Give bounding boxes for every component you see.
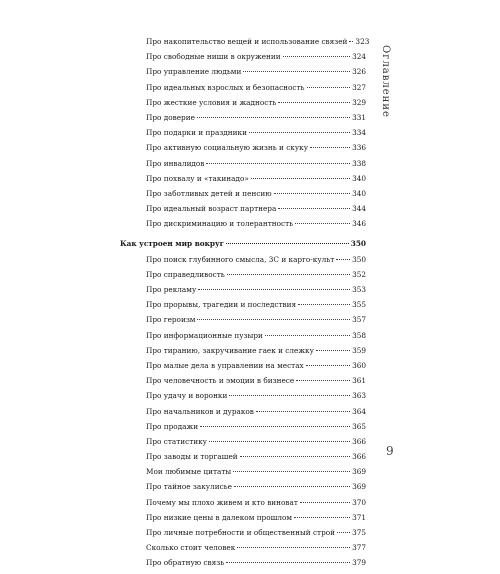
toc-entry[interactable] xyxy=(120,255,366,270)
toc-entry-page: 346 xyxy=(352,219,366,229)
toc-entry[interactable] xyxy=(120,346,366,361)
toc-entry[interactable] xyxy=(120,285,366,300)
toc-entry[interactable] xyxy=(120,543,366,558)
toc-leader xyxy=(278,208,350,209)
toc-entry-title: Про свободные ниши в окружении xyxy=(146,52,281,62)
toc-entry-title: Про тайное закулисье xyxy=(146,482,232,492)
toc-leader xyxy=(251,178,350,179)
toc-entry-page: 353 xyxy=(352,285,366,294)
toc-entry[interactable] xyxy=(120,407,366,422)
toc-entry[interactable] xyxy=(120,159,366,174)
toc-entry[interactable] xyxy=(120,113,366,128)
side-tab-label: Оглавление xyxy=(380,45,391,118)
toc-entry-page: 331 xyxy=(352,112,366,122)
page-number: 9 xyxy=(386,444,394,458)
toc-entry-page: 366 xyxy=(352,452,366,462)
toc-entry[interactable] xyxy=(120,174,366,189)
toc-entry-title: Про прорывы, трагедии и последствия xyxy=(146,300,297,310)
toc-entry-title: Про рекламу xyxy=(146,285,197,294)
toc-entry-title: Про удачу и воронки xyxy=(146,391,228,401)
toc-leader xyxy=(197,117,350,118)
toc-entry-page: 344 xyxy=(352,204,366,214)
toc-entry-page: 329 xyxy=(352,97,366,107)
toc-entry-title: Про доверие xyxy=(146,112,195,122)
toc-entry-page: 371 xyxy=(352,512,366,522)
toc-section-title: Как устроен мир вокруг xyxy=(120,239,225,249)
toc-entry[interactable] xyxy=(120,528,366,543)
toc-entry[interactable] xyxy=(120,482,366,497)
toc-section-heading[interactable] xyxy=(120,239,366,254)
toc-entry-page: 366 xyxy=(352,436,366,446)
toc-entry-title: Про подарки и праздники xyxy=(146,128,247,138)
toc-leader xyxy=(349,41,353,42)
toc-entry[interactable] xyxy=(120,361,366,376)
toc-leader xyxy=(237,547,350,548)
toc-entry-title: Про управление людьми xyxy=(146,67,242,77)
toc-entry[interactable] xyxy=(120,391,366,406)
toc-entry-page: 324 xyxy=(352,52,366,62)
toc-entry-title: Про начальников и дураков xyxy=(146,406,254,416)
toc-entry[interactable] xyxy=(120,37,370,52)
toc-leader xyxy=(300,502,350,503)
toc-entry-page: 340 xyxy=(352,173,366,183)
toc-leader xyxy=(226,562,350,563)
toc-group-after xyxy=(120,255,366,574)
toc-leader xyxy=(296,380,350,381)
toc-entry-page: 365 xyxy=(352,421,366,431)
toc-entry[interactable] xyxy=(120,83,366,98)
toc-leader xyxy=(233,471,350,472)
toc-entry-title: Про продажи xyxy=(146,421,199,431)
table-of-contents xyxy=(120,37,370,574)
toc-leader xyxy=(243,71,350,72)
toc-leader xyxy=(209,441,350,442)
toc-section-page: 350 xyxy=(350,239,366,249)
toc-leader xyxy=(229,395,350,396)
toc-entry-title: Про малые дела в управлении на местах xyxy=(146,360,304,370)
toc-entry[interactable] xyxy=(120,128,366,143)
toc-entry-title: Про инвалидов xyxy=(146,158,205,168)
toc-entry-title: Почему мы плохо живем и кто виноват xyxy=(146,497,298,507)
toc-entry-title: Про тиранию, закручивание гаек и слежку xyxy=(146,345,314,355)
toc-entry[interactable] xyxy=(120,437,366,452)
toc-entry[interactable] xyxy=(120,219,366,234)
toc-entry[interactable] xyxy=(120,331,366,346)
toc-entry-page: 357 xyxy=(352,315,366,325)
toc-leader xyxy=(295,223,350,224)
toc-entry-title: Про идеальных взрослых и безопасность xyxy=(146,82,305,92)
toc-entry[interactable] xyxy=(120,98,366,113)
toc-leader xyxy=(234,486,350,487)
toc-entry-title: Мои любимые цитаты xyxy=(146,467,232,477)
toc-leader xyxy=(200,426,350,427)
toc-leader xyxy=(227,274,350,275)
toc-entry[interactable] xyxy=(120,315,366,330)
toc-entry-page: 352 xyxy=(352,269,366,279)
toc-entry-page: 379 xyxy=(352,558,366,568)
toc-leader xyxy=(306,365,350,366)
toc-entry-title: Про героизм xyxy=(146,315,196,325)
toc-entry[interactable] xyxy=(120,558,366,573)
toc-leader xyxy=(240,456,350,457)
toc-entry-page: 336 xyxy=(352,143,366,153)
toc-entry-page: 377 xyxy=(352,543,366,553)
toc-entry-page: 327 xyxy=(352,82,366,92)
toc-entry-title: Про заводы и торгашей xyxy=(146,452,238,462)
toc-leader xyxy=(294,517,350,518)
toc-entry-page: 334 xyxy=(352,128,366,138)
toc-entry[interactable] xyxy=(120,467,366,482)
toc-entry-page: 323 xyxy=(355,37,370,46)
toc-entry[interactable] xyxy=(120,300,366,315)
toc-entry-title: Про поиск глубинного смысла, 3С и карго-культ xyxy=(146,254,335,264)
toc-leader xyxy=(256,411,350,412)
toc-entry-title: Про жесткие условия и жадность xyxy=(146,97,277,107)
toc-leader xyxy=(206,163,350,164)
toc-leader xyxy=(298,304,350,305)
toc-leader xyxy=(278,102,350,103)
toc-entry[interactable] xyxy=(120,452,366,467)
toc-entry-page: 360 xyxy=(352,360,366,370)
toc-leader xyxy=(336,259,350,260)
toc-entry-title: Про активную социальную жизнь и скуку xyxy=(146,143,309,153)
toc-entry[interactable] xyxy=(120,143,366,158)
toc-entry-page: 361 xyxy=(352,376,366,386)
toc-entry-title: Про информационные пузыри xyxy=(146,330,263,340)
toc-entry[interactable] xyxy=(120,513,366,528)
toc-leader xyxy=(310,147,350,148)
toc-entry-title: Про обратную связь xyxy=(146,558,225,568)
toc-leader xyxy=(274,193,350,194)
toc-entry-page: 359 xyxy=(352,345,366,355)
toc-entry-title: Про человечность и эмоции в бизнесе xyxy=(146,376,295,386)
toc-leader xyxy=(198,289,350,290)
toc-entry-page: 375 xyxy=(352,528,366,537)
toc-entry-page: 340 xyxy=(352,188,366,198)
toc-entry[interactable] xyxy=(120,67,366,82)
toc-entry-title: Про заботливых детей и пенсию xyxy=(146,188,272,198)
toc-leader xyxy=(316,350,350,351)
toc-leader xyxy=(337,532,350,533)
toc-entry-title: Про похвалу и «такинадо» xyxy=(146,173,249,183)
toc-entry-page: 355 xyxy=(352,300,366,310)
toc-leader xyxy=(283,56,350,57)
toc-entry-title: Про личные потребности и общественный строй xyxy=(146,528,336,537)
toc-entry[interactable] xyxy=(120,376,366,391)
toc-entry[interactable] xyxy=(120,52,366,67)
toc-leader xyxy=(265,335,350,336)
toc-entry-page: 363 xyxy=(352,391,366,401)
toc-leader xyxy=(249,132,350,133)
toc-entry-page: 358 xyxy=(352,330,366,340)
toc-entry-title: Про идеальный возраст партнера xyxy=(146,204,277,214)
toc-entry-page: 364 xyxy=(352,406,366,416)
toc-entry[interactable] xyxy=(120,422,366,437)
toc-entry-page: 369 xyxy=(352,467,366,477)
toc-leader xyxy=(197,319,350,320)
toc-entry-page: 326 xyxy=(352,67,366,77)
toc-entry-title: Про низкие цены в далеком прошлом xyxy=(146,512,293,522)
toc-entry-title: Сколько стоит человек xyxy=(146,543,236,553)
toc-entry-page: 350 xyxy=(352,254,366,264)
toc-leader xyxy=(226,243,349,244)
toc-entry[interactable] xyxy=(120,270,366,285)
toc-entry-page: 370 xyxy=(352,497,366,507)
toc-entry-title: Про статистику xyxy=(146,436,207,446)
toc-entry[interactable] xyxy=(120,204,366,219)
toc-leader xyxy=(307,87,351,88)
toc-entry[interactable] xyxy=(120,189,366,204)
toc-entry-page: 338 xyxy=(352,158,366,168)
toc-group-before xyxy=(120,37,370,234)
toc-entry-title: Про справедливость xyxy=(146,269,225,279)
toc-entry-title: Про накопительство вещей и использование связей xyxy=(146,37,348,46)
toc-entry-page: 369 xyxy=(352,482,366,492)
toc-entry-title: Про дискриминацию и толерантность xyxy=(146,219,294,229)
